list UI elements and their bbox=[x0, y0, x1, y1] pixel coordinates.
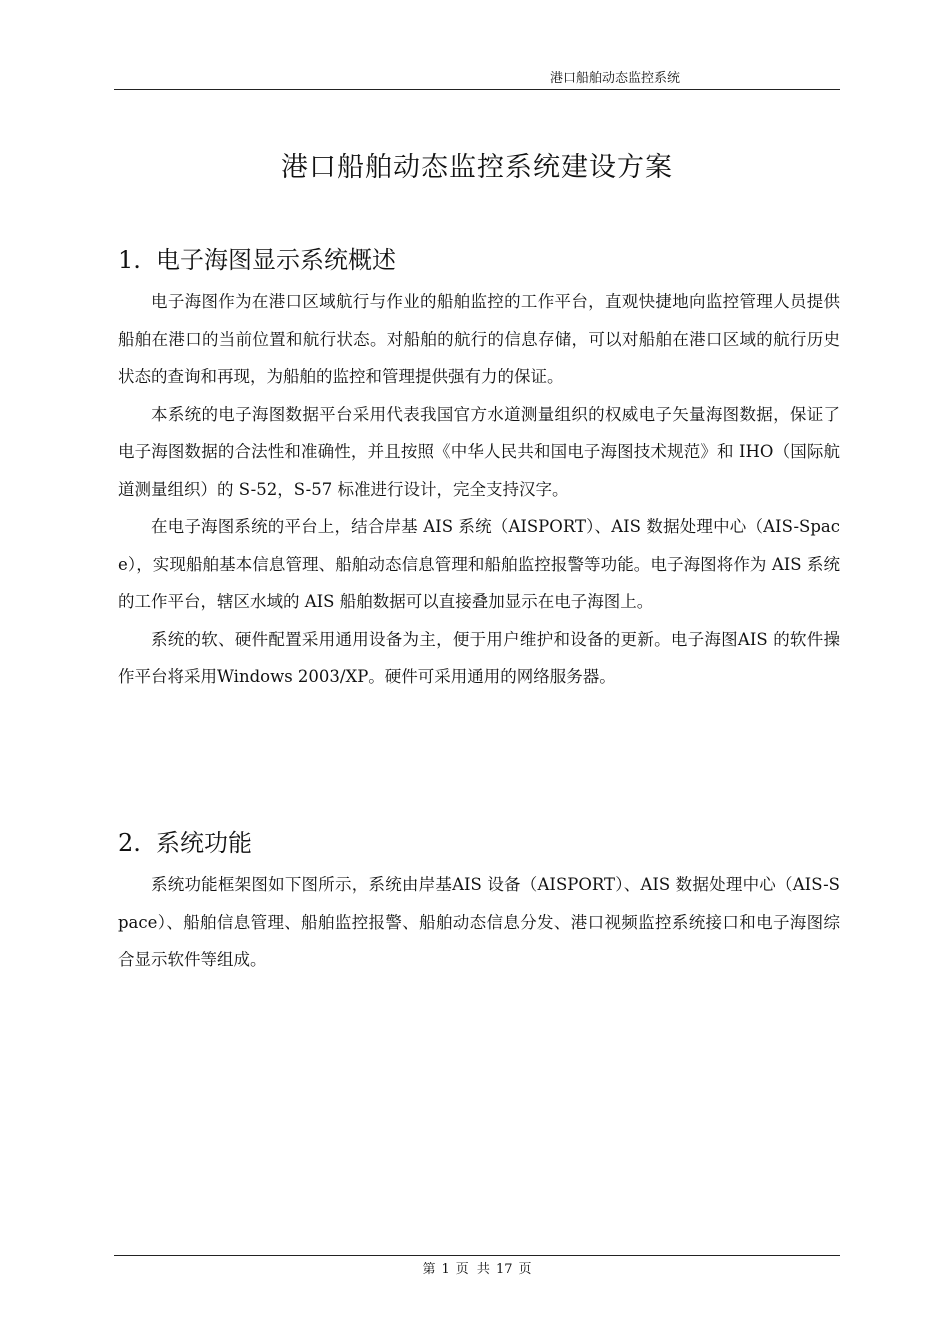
section-1 bbox=[118, 243, 840, 696]
section-heading bbox=[118, 826, 840, 860]
document-title: 港口船舶动态监控系统建设方案 bbox=[281, 152, 673, 183]
page-label-mid: 页 共 bbox=[455, 1262, 490, 1277]
header-rule bbox=[114, 89, 840, 90]
paragraph: 本系统的电子海图数据平台采用代表我国官方水道测量组织的权威电子矢量海图数据，保证了电子海图数据的合法性和准确性，并且按照《中华人民共和国电子海图技术规范》和 IHO（国际航道测量组织）的 S-52，S-57 标准进行设计，完全支持汉字。 bbox=[118, 404, 840, 499]
paragraph: 系统的软、硬件配置采用通用设备为主，便于用户维护和设备的更新。电子海图AIS 的软件操作平台将采用Windows 2003/XP。硬件可采用通用的网络服务器。 bbox=[118, 629, 840, 686]
paragraph: 系统功能框架图如下图所示，系统由岸基AIS 设备（AISPORT）、AIS 数据处理中心（AIS-Space）、船舶信息管理、船舶监控报警、船舶动态信息分发、港口视频监控系统接口和电子海图综合显示软件等组成。 bbox=[118, 875, 840, 969]
section-number: 2. bbox=[118, 829, 141, 857]
paragraph: 电子海图作为在港口区域航行与作业的船舶监控的工作平台，直观快捷地向监控管理人员提供船舶在港口的当前位置和航行状态。对船舶的航行的信息存储，可以对船舶在港口区域的航行历史状态的查询和再现，为船舶的监控和管理提供强有力的保证。 bbox=[118, 292, 840, 386]
section-title: 电子海图显示系统概述 bbox=[156, 246, 396, 274]
page-number bbox=[114, 1261, 840, 1279]
section-number: 1. bbox=[118, 246, 141, 274]
section-heading bbox=[118, 243, 840, 277]
section-2 bbox=[118, 826, 840, 979]
running-header: 港口船舶动态监控系统 bbox=[549, 71, 680, 86]
section-title: 系统功能 bbox=[156, 829, 252, 857]
paragraph: 在电子海图系统的平台上，结合岸基 AIS 系统（AISPORT）、AIS 数据处理中心（AIS-Space），实现船舶基本信息管理、船舶动态信息管理和船舶监控报警等功能。电子海图将作为 AIS 系统的工作平台，辖区水域的 AIS 船舶数据可以直接叠加显示在电子海图上。 bbox=[118, 517, 840, 611]
page-total: 17 bbox=[495, 1262, 513, 1277]
footer-rule bbox=[114, 1255, 840, 1256]
page-label-suffix: 页 bbox=[518, 1262, 532, 1277]
page-label-prefix: 第 bbox=[422, 1262, 436, 1277]
page-current: 1 bbox=[441, 1262, 450, 1277]
